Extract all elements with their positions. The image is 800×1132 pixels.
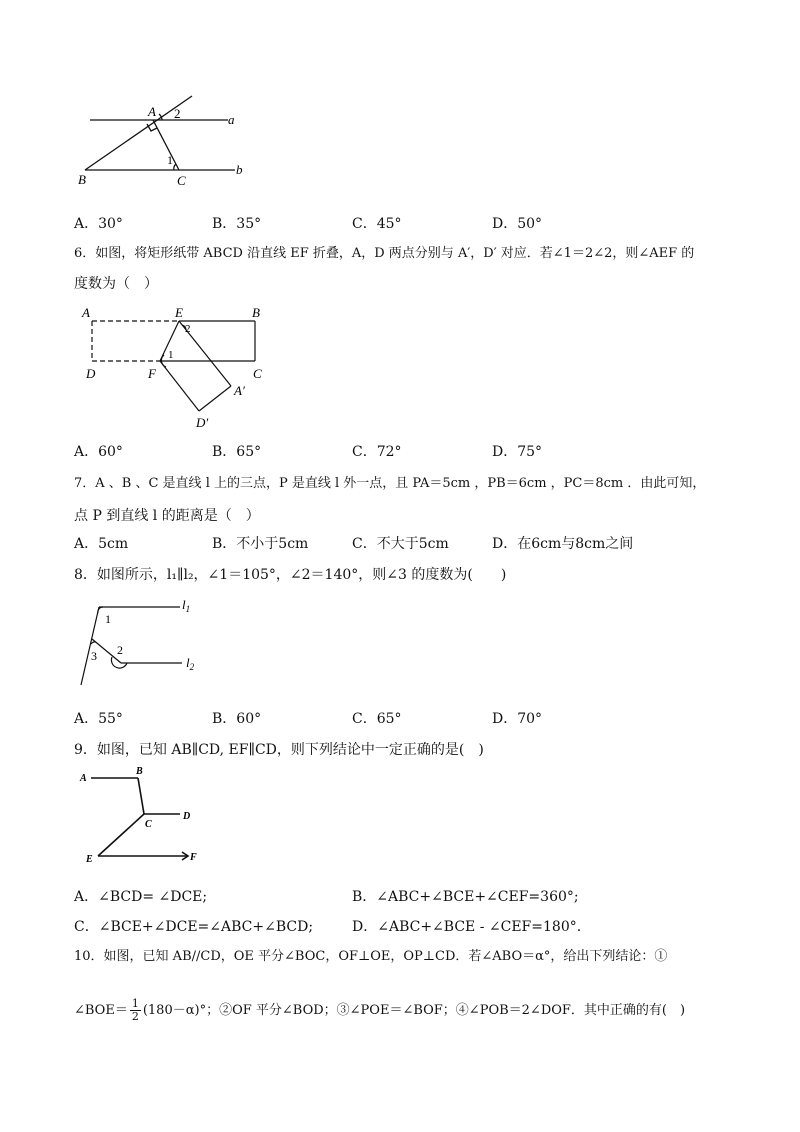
q7-option-b[interactable]: B．不小于5cm [212, 536, 309, 552]
q9-option-d[interactable]: D．∠ABC+∠BCE - ∠CEF=180°. [352, 919, 582, 935]
q6-option-b[interactable]: B．65° [212, 444, 262, 460]
label-b: b [236, 162, 243, 177]
q9-option-b[interactable]: B．∠ABC+∠BCE+∠CEF=360°; [352, 889, 579, 905]
q6-stem-line2: 度数为（ ） [74, 276, 158, 292]
q7-stem-line1: 7．A 、B 、C 是直线 l 上的三点，P 是直线 l 外一点，且 PA＝5cm ，PB＝6cm ，PC＝8cm ．由此可知， [74, 476, 706, 491]
label-1: 1 [167, 153, 173, 167]
label-C: C [177, 173, 186, 188]
label-A: A [80, 773, 87, 784]
q5-option-d[interactable]: D．50° [492, 216, 543, 232]
q8-option-c[interactable]: C．65° [352, 711, 402, 727]
q6-stem-line1: 6．如图，将矩形纸带 ABCD 沿直线 EF 折叠，A，D 两点分别与 A′，D′ 对应．若∠1＝2∠2，则∠AEF 的 [74, 246, 695, 261]
q8-option-b[interactable]: B．60° [212, 711, 262, 727]
label-2: 2 [174, 106, 181, 121]
label-D: D [86, 366, 96, 381]
label-C: C [145, 819, 152, 830]
q6-option-a[interactable]: A．60° [74, 444, 123, 460]
label-1: 1 [105, 612, 111, 626]
angle-1-arc [174, 164, 176, 170]
label-l1: $l_1$ [182, 597, 191, 614]
transversal-1 [81, 607, 99, 685]
label-A-prime: A′ [234, 383, 245, 398]
label-2: 2 [117, 643, 123, 657]
label-B: B [136, 766, 143, 777]
q9-option-a[interactable]: A．∠BCD= ∠DCE; [74, 889, 208, 905]
q5-option-b[interactable]: B．35° [212, 216, 262, 232]
q10-stem-line1: 10．如图，已知 AB//CD，OE 平分∠BOC，OF⊥OE，OP⊥CD．若∠ABO＝α°，给出下列结论：① [74, 949, 668, 964]
q10-frac-num: 1 [131, 997, 139, 1010]
q7-option-c[interactable]: C．不大于5cm [352, 536, 449, 552]
label-E: E [175, 305, 183, 320]
q5-option-c[interactable]: C．45° [352, 216, 402, 232]
label-F: F [190, 852, 197, 863]
q8-option-a[interactable]: A．55° [74, 711, 123, 727]
label-E: E [86, 854, 93, 865]
q7-option-a[interactable]: A．5cm [74, 536, 129, 552]
label-A: A [148, 104, 156, 119]
line-ac [153, 120, 179, 170]
q6-option-c[interactable]: C．72° [352, 444, 402, 460]
label-l2: $l_2$ [186, 655, 195, 672]
label-1: 1 [168, 349, 174, 361]
label-3: 3 [91, 649, 97, 663]
q9-figure [78, 764, 208, 876]
label-2: 2 [185, 323, 191, 335]
q10-frac-den: 2 [131, 1010, 139, 1023]
q6-option-d[interactable]: D．75° [492, 444, 543, 460]
label-a: a [228, 112, 235, 127]
q7-option-d[interactable]: D．在6cm与8cm之间 [492, 536, 634, 552]
q5-figure [70, 90, 260, 190]
q8-figure [74, 597, 214, 692]
line-bc [138, 778, 144, 814]
q8-stem: 8．如图所示，l₁∥l₂，∠1＝105°，∠2＝140°，则∠3 的度数为( ) [74, 567, 507, 583]
q7-stem-line2: 点 P 到直线 l 的距离是（ ） [74, 508, 260, 524]
edge-fd-prime [160, 361, 199, 411]
q9-option-c[interactable]: C．∠BCE+∠DCE=∠ABC+∠BCD; [74, 919, 314, 935]
label-B: B [252, 305, 260, 320]
label-F: F [148, 366, 156, 381]
q6-figure [78, 300, 278, 435]
q10-expr-rhs: (180－α)°；②OF 平分∠BOD；③∠POE＝∠BOF；④∠POB＝2∠DOF．其中正确的有( ) [142, 1003, 686, 1018]
q10-expr-lhs: ∠BOE＝ [74, 1003, 128, 1018]
label-A: A [82, 305, 90, 320]
label-C: C [253, 366, 262, 381]
q10-fraction [130, 998, 141, 1023]
q10-stem-line2 [74, 998, 685, 1024]
label-D: D [183, 811, 191, 822]
line-ce [98, 814, 144, 856]
q9-stem: 9．如图，已知 AB∥CD, EF∥CD，则下列结论中一定正确的是( ) [74, 742, 484, 758]
angle-3-arc [91, 642, 96, 644]
q5-option-a[interactable]: A．30° [74, 216, 123, 232]
label-D-prime: D′ [196, 415, 209, 430]
label-B: B [78, 172, 86, 187]
q8-option-d[interactable]: D．70° [492, 711, 543, 727]
edge-a-prime-d-prime [199, 386, 231, 411]
